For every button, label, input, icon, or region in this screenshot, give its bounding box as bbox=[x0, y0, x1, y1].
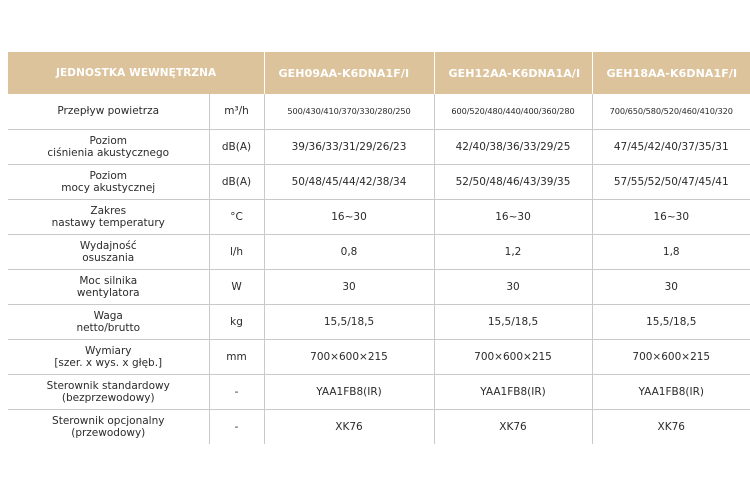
unit-cell: m³/h bbox=[209, 94, 264, 129]
value-cell: XK76 bbox=[434, 409, 592, 444]
header-model: GEH18AA-K6DNA1F/I bbox=[592, 52, 750, 94]
unit-cell: - bbox=[209, 409, 264, 444]
table-row bbox=[8, 94, 750, 129]
unit-cell: kg bbox=[209, 304, 264, 339]
value-cell: 600/520/480/440/400/360/280 bbox=[434, 94, 592, 129]
table-row bbox=[8, 374, 750, 409]
param-label: Waga netto/brutto bbox=[76, 309, 141, 334]
table-row bbox=[8, 269, 750, 304]
value-cell: 57/55/52/50/47/45/41 bbox=[592, 164, 750, 199]
unit-cell: dB(A) bbox=[209, 129, 264, 164]
value-cell: 30 bbox=[264, 269, 434, 304]
value-cell: 700×600×215 bbox=[592, 339, 750, 374]
value-cell: 1,8 bbox=[592, 234, 750, 269]
unit-cell: W bbox=[209, 269, 264, 304]
value-cell: 15,5/18,5 bbox=[592, 304, 750, 339]
value-cell: 50/48/45/44/42/38/34 bbox=[264, 164, 434, 199]
value-cell: 500/430/410/370/330/280/250 bbox=[264, 94, 434, 129]
param-label: Poziom ciśnienia akustycznego bbox=[47, 134, 170, 159]
value-cell: 700/650/580/520/460/410/320 bbox=[592, 94, 750, 129]
table-row bbox=[8, 164, 750, 199]
param-label: Przepływ powietrza bbox=[57, 105, 160, 118]
value-cell: 0,8 bbox=[264, 234, 434, 269]
value-cell: 30 bbox=[592, 269, 750, 304]
spec-table bbox=[8, 52, 750, 444]
param-label: Wydajność osuszania bbox=[79, 239, 137, 264]
value-cell: 42/40/38/36/33/29/25 bbox=[434, 129, 592, 164]
table-header-row bbox=[8, 52, 750, 94]
unit-cell: mm bbox=[209, 339, 264, 374]
value-cell: 16~30 bbox=[592, 199, 750, 234]
value-cell: 700×600×215 bbox=[434, 339, 592, 374]
value-cell: 15,5/18,5 bbox=[264, 304, 434, 339]
header-model: GEH09AA-K6DNA1F/I bbox=[264, 52, 434, 94]
unit-cell: l/h bbox=[209, 234, 264, 269]
table-row bbox=[8, 409, 750, 444]
unit-cell: dB(A) bbox=[209, 164, 264, 199]
value-cell: 47/45/42/40/37/35/31 bbox=[592, 129, 750, 164]
param-label: Poziom mocy akustycznej bbox=[61, 169, 156, 194]
param-label: Wymiary [szer. x wys. x głęb.] bbox=[54, 344, 163, 369]
value-cell: 39/36/33/31/29/26/23 bbox=[264, 129, 434, 164]
value-cell: 15,5/18,5 bbox=[434, 304, 592, 339]
value-cell: YAA1FB8(IR) bbox=[434, 374, 592, 409]
value-cell: 700×600×215 bbox=[264, 339, 434, 374]
table-row bbox=[8, 199, 750, 234]
table-row bbox=[8, 129, 750, 164]
value-cell: XK76 bbox=[264, 409, 434, 444]
value-cell: 16~30 bbox=[264, 199, 434, 234]
value-cell: XK76 bbox=[592, 409, 750, 444]
table-row bbox=[8, 234, 750, 269]
value-cell: 16~30 bbox=[434, 199, 592, 234]
table-row bbox=[8, 304, 750, 339]
param-label: Moc silnika wentylatora bbox=[76, 274, 140, 299]
value-cell: 1,2 bbox=[434, 234, 592, 269]
param-label: Sterownik opcjonalny (przewodowy) bbox=[52, 414, 165, 439]
header-indoor-unit: JEDNOSTKA WEWNĘTRZNA bbox=[8, 52, 264, 94]
param-label: Sterownik standardowy (bezprzewodowy) bbox=[46, 379, 170, 404]
table-row bbox=[8, 339, 750, 374]
unit-cell: °C bbox=[209, 199, 264, 234]
value-cell: 52/50/48/46/43/39/35 bbox=[434, 164, 592, 199]
unit-cell: - bbox=[209, 374, 264, 409]
param-label: Zakres nastawy temperatury bbox=[51, 204, 165, 229]
value-cell: YAA1FB8(IR) bbox=[264, 374, 434, 409]
header-model: GEH12AA-K6DNA1A/I bbox=[434, 52, 592, 94]
value-cell: YAA1FB8(IR) bbox=[592, 374, 750, 409]
value-cell: 30 bbox=[434, 269, 592, 304]
